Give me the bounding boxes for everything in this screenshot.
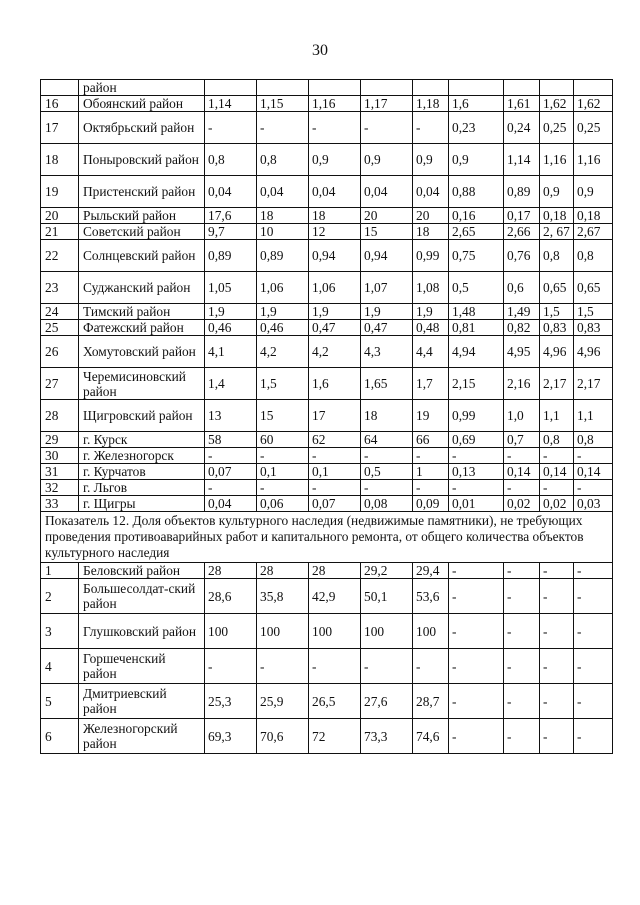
value-cell: 1,61	[504, 96, 540, 112]
value-cell: 0,8	[574, 240, 613, 272]
value-cell: 50,1	[361, 579, 413, 614]
row-number-cell: 26	[41, 336, 79, 368]
value-cell: 0,82	[504, 320, 540, 336]
value-cell: 0,01	[449, 496, 504, 512]
value-cell: 1,16	[309, 96, 361, 112]
value-cell: -	[574, 684, 613, 719]
value-cell: -	[540, 649, 574, 684]
value-cell: 53,6	[413, 579, 449, 614]
value-cell: 0,89	[504, 176, 540, 208]
value-cell: -	[540, 579, 574, 614]
value-cell: 1,1	[574, 400, 613, 432]
value-cell: 1,06	[257, 272, 309, 304]
indicator-table	[40, 79, 613, 754]
value-cell: 4,94	[449, 336, 504, 368]
table-row	[41, 579, 613, 614]
value-cell: -	[309, 448, 361, 464]
value-cell: 18	[309, 208, 361, 224]
value-cell: 0,89	[257, 240, 309, 272]
value-cell: -	[205, 448, 257, 464]
row-number-cell: 4	[41, 649, 79, 684]
value-cell: 100	[309, 614, 361, 649]
value-cell: 0,08	[361, 496, 413, 512]
row-number-cell: 6	[41, 719, 79, 754]
value-cell: -	[540, 719, 574, 754]
value-cell: 0,8	[257, 144, 309, 176]
table-row	[41, 684, 613, 719]
value-cell: 1,62	[540, 96, 574, 112]
table-row	[41, 614, 613, 649]
value-cell: 4,1	[205, 336, 257, 368]
value-cell: 4,2	[257, 336, 309, 368]
table-row	[41, 464, 613, 480]
row-number-cell: 22	[41, 240, 79, 272]
table-row	[41, 368, 613, 400]
value-cell: 0,04	[205, 496, 257, 512]
value-cell: 100	[413, 614, 449, 649]
table-row	[41, 400, 613, 432]
value-cell: -	[504, 614, 540, 649]
district-name-cell: г. Курчатов	[79, 464, 205, 480]
value-cell: 1,9	[205, 304, 257, 320]
district-name-cell: Щигровский район	[79, 400, 205, 432]
value-cell: -	[449, 448, 504, 464]
value-cell: 0,14	[504, 464, 540, 480]
table-row-continuation	[41, 80, 613, 96]
value-cell: 2,66	[504, 224, 540, 240]
row-number-cell: 1	[41, 563, 79, 579]
value-cell: 0,09	[413, 496, 449, 512]
table-row	[41, 649, 613, 684]
district-name-cell: г. Железногорск	[79, 448, 205, 464]
value-cell: 1,16	[540, 144, 574, 176]
value-cell: 2,15	[449, 368, 504, 400]
value-cell: 100	[257, 614, 309, 649]
row-number-cell: 29	[41, 432, 79, 448]
value-cell: -	[449, 563, 504, 579]
row-number-cell: 25	[41, 320, 79, 336]
value-cell: -	[449, 719, 504, 754]
value-cell: 0,9	[574, 176, 613, 208]
value-cell: -	[540, 448, 574, 464]
value-cell: 0,9	[309, 144, 361, 176]
value-cell: 29,4	[413, 563, 449, 579]
value-cell: 2,17	[540, 368, 574, 400]
row-number-cell: 17	[41, 112, 79, 144]
table-row	[41, 320, 613, 336]
value-cell: -	[504, 649, 540, 684]
table-row	[41, 176, 613, 208]
table-section-heading	[41, 512, 613, 563]
value-cell: 0,6	[504, 272, 540, 304]
table-row	[41, 272, 613, 304]
value-cell: 28	[205, 563, 257, 579]
value-cell: -	[257, 112, 309, 144]
value-cell: 1,6	[449, 96, 504, 112]
value-cell: 1,7	[413, 368, 449, 400]
value-cell: 0,16	[449, 208, 504, 224]
value-cell: -	[205, 112, 257, 144]
value-cell: 0,13	[449, 464, 504, 480]
value-cell: 1,16	[574, 144, 613, 176]
value-cell: 0,17	[504, 208, 540, 224]
value-cell: 2,67	[574, 224, 613, 240]
value-cell: 1,49	[504, 304, 540, 320]
district-name-cell: Рыльский район	[79, 208, 205, 224]
value-cell: 20	[413, 208, 449, 224]
value-cell: 0,24	[504, 112, 540, 144]
value-cell: -	[449, 579, 504, 614]
value-cell: 1,65	[361, 368, 413, 400]
value-cell: -	[361, 480, 413, 496]
value-cell: 17,6	[205, 208, 257, 224]
value-cell: 1,07	[361, 272, 413, 304]
value-cell: 0,5	[449, 272, 504, 304]
value-cell: -	[540, 684, 574, 719]
value-cell: 0,1	[257, 464, 309, 480]
value-cell: 0,02	[540, 496, 574, 512]
value-cell: -	[449, 480, 504, 496]
value-cell: 64	[361, 432, 413, 448]
value-cell: -	[504, 480, 540, 496]
district-name-cell: Пристенский район	[79, 176, 205, 208]
value-cell: -	[504, 684, 540, 719]
indicator-12-heading: Показатель 12. Доля объектов культурного наследия (недвижимые памятники), не требующих проведения противоаварийных работ и капитального ремонта, от общего количества объектов культурного наследия	[41, 512, 613, 563]
value-cell: 28,7	[413, 684, 449, 719]
value-cell: 0,04	[361, 176, 413, 208]
value-cell: 0,65	[574, 272, 613, 304]
table-row	[41, 96, 613, 112]
value-cell: 0,94	[361, 240, 413, 272]
row-number-cell: 24	[41, 304, 79, 320]
value-cell: 58	[205, 432, 257, 448]
value-cell: 0,9	[449, 144, 504, 176]
value-cell: 1,05	[205, 272, 257, 304]
value-cell: 62	[309, 432, 361, 448]
value-cell: 1	[413, 464, 449, 480]
district-name-cell: Обоянский район	[79, 96, 205, 112]
value-cell: 0,02	[504, 496, 540, 512]
value-cell: 4,2	[309, 336, 361, 368]
district-name-cell: Поныровский район	[79, 144, 205, 176]
value-cell: -	[540, 480, 574, 496]
value-cell: -	[574, 649, 613, 684]
row-number-cell: 28	[41, 400, 79, 432]
table-row	[41, 304, 613, 320]
value-cell: -	[574, 579, 613, 614]
value-cell: -	[504, 563, 540, 579]
value-cell: 0,46	[257, 320, 309, 336]
value-cell: 72	[309, 719, 361, 754]
value-cell: 1,9	[257, 304, 309, 320]
value-cell: 18	[361, 400, 413, 432]
value-cell: 42,9	[309, 579, 361, 614]
value-cell: 0,8	[574, 432, 613, 448]
value-cell: 12	[309, 224, 361, 240]
value-cell: -	[205, 480, 257, 496]
value-cell: 0,06	[257, 496, 309, 512]
district-name-cell: Советский район	[79, 224, 205, 240]
value-cell: -	[413, 480, 449, 496]
value-cell: 69,3	[205, 719, 257, 754]
value-cell: 2,17	[574, 368, 613, 400]
table-row	[41, 112, 613, 144]
value-cell: 0,89	[205, 240, 257, 272]
value-cell: -	[504, 579, 540, 614]
value-cell: 1,4	[205, 368, 257, 400]
value-cell: 10	[257, 224, 309, 240]
value-cell: 0,9	[540, 176, 574, 208]
row-number-cell: 3	[41, 614, 79, 649]
value-cell: -	[449, 684, 504, 719]
value-cell: 15	[361, 224, 413, 240]
district-name-cell: Железногорский район	[79, 719, 205, 754]
value-cell: 25,9	[257, 684, 309, 719]
row-number-cell: 27	[41, 368, 79, 400]
table-row	[41, 336, 613, 368]
value-cell: 19	[413, 400, 449, 432]
value-cell: 0,48	[413, 320, 449, 336]
district-name-cell: Солнцевский район	[79, 240, 205, 272]
value-cell: -	[205, 649, 257, 684]
value-cell: 0,5	[361, 464, 413, 480]
value-cell: 0,18	[574, 208, 613, 224]
table-row	[41, 563, 613, 579]
value-cell: 0,99	[413, 240, 449, 272]
value-cell: 1,1	[540, 400, 574, 432]
value-cell: 0,8	[205, 144, 257, 176]
value-cell: 27,6	[361, 684, 413, 719]
value-cell: -	[309, 649, 361, 684]
value-cell: 0,04	[309, 176, 361, 208]
value-cell: 0,14	[540, 464, 574, 480]
district-name-cell: Большесолдат-ский район	[79, 579, 205, 614]
value-cell: 28	[309, 563, 361, 579]
district-name-cell: г. Льгов	[79, 480, 205, 496]
district-name-cell: г. Курск	[79, 432, 205, 448]
value-cell: 0,46	[205, 320, 257, 336]
table-row	[41, 480, 613, 496]
value-cell: 0,99	[449, 400, 504, 432]
value-cell: 17	[309, 400, 361, 432]
value-cell: 28,6	[205, 579, 257, 614]
value-cell: -	[574, 614, 613, 649]
district-name-cell: район	[79, 80, 205, 96]
value-cell: 1,14	[205, 96, 257, 112]
value-cell: -	[361, 112, 413, 144]
value-cell: 0,14	[574, 464, 613, 480]
row-number-cell: 2	[41, 579, 79, 614]
value-cell: -	[449, 614, 504, 649]
value-cell: 25,3	[205, 684, 257, 719]
value-cell: 1,6	[309, 368, 361, 400]
value-cell: 0,04	[413, 176, 449, 208]
value-cell: 1,0	[504, 400, 540, 432]
table-row	[41, 240, 613, 272]
value-cell: 4,96	[574, 336, 613, 368]
value-cell: 100	[361, 614, 413, 649]
value-cell: 1,5	[540, 304, 574, 320]
value-cell: 0,83	[574, 320, 613, 336]
table-row	[41, 208, 613, 224]
value-cell: 0,03	[574, 496, 613, 512]
value-cell: 0,81	[449, 320, 504, 336]
value-cell: 0,9	[413, 144, 449, 176]
value-cell: -	[504, 448, 540, 464]
value-cell: 0,9	[361, 144, 413, 176]
value-cell: 1,48	[449, 304, 504, 320]
value-cell: -	[574, 563, 613, 579]
value-cell: 26,5	[309, 684, 361, 719]
value-cell: 9,7	[205, 224, 257, 240]
value-cell: 70,6	[257, 719, 309, 754]
value-cell: 1,62	[574, 96, 613, 112]
table-row	[41, 432, 613, 448]
row-number-cell: 31	[41, 464, 79, 480]
value-cell: -	[361, 649, 413, 684]
value-cell: 4,4	[413, 336, 449, 368]
value-cell: 0,23	[449, 112, 504, 144]
value-cell: 0,04	[257, 176, 309, 208]
value-cell: 66	[413, 432, 449, 448]
value-cell: 1,14	[504, 144, 540, 176]
value-cell: 1,9	[413, 304, 449, 320]
row-number-cell: 16	[41, 96, 79, 112]
value-cell: 20	[361, 208, 413, 224]
value-cell: 0,8	[540, 240, 574, 272]
value-cell: 2,65	[449, 224, 504, 240]
value-cell: -	[540, 614, 574, 649]
value-cell: 0,47	[361, 320, 413, 336]
table-row	[41, 224, 613, 240]
value-cell: 0,75	[449, 240, 504, 272]
row-number-cell: 21	[41, 224, 79, 240]
row-number-cell: 19	[41, 176, 79, 208]
value-cell: -	[257, 448, 309, 464]
value-cell: -	[413, 448, 449, 464]
table-row	[41, 719, 613, 754]
value-cell: 1,17	[361, 96, 413, 112]
value-cell: 1,08	[413, 272, 449, 304]
value-cell: 1,15	[257, 96, 309, 112]
value-cell: 4,96	[540, 336, 574, 368]
value-cell: -	[309, 112, 361, 144]
value-cell: -	[574, 480, 613, 496]
indicator-heading-row	[41, 512, 613, 563]
value-cell: 0,83	[540, 320, 574, 336]
value-cell: 4,95	[504, 336, 540, 368]
value-cell: 1,9	[361, 304, 413, 320]
row-number-cell: 23	[41, 272, 79, 304]
value-cell: 0,8	[540, 432, 574, 448]
value-cell: -	[257, 649, 309, 684]
value-cell: 0,76	[504, 240, 540, 272]
value-cell: 18	[257, 208, 309, 224]
table-section-a	[41, 80, 613, 512]
value-cell: 0,69	[449, 432, 504, 448]
district-name-cell: Горшеченский район	[79, 649, 205, 684]
district-name-cell: Дмитриевский район	[79, 684, 205, 719]
value-cell: -	[574, 448, 613, 464]
row-number-cell: 18	[41, 144, 79, 176]
value-cell: 0,25	[540, 112, 574, 144]
table-row	[41, 448, 613, 464]
value-cell: 4,3	[361, 336, 413, 368]
value-cell: 100	[205, 614, 257, 649]
district-name-cell: Беловский район	[79, 563, 205, 579]
value-cell: 0,07	[205, 464, 257, 480]
value-cell: 0,18	[540, 208, 574, 224]
row-number-cell: 32	[41, 480, 79, 496]
page-number: 30	[312, 42, 328, 59]
value-cell: 1,9	[309, 304, 361, 320]
value-cell: 28	[257, 563, 309, 579]
value-cell: 29,2	[361, 563, 413, 579]
district-name-cell: Черемисиновский район	[79, 368, 205, 400]
row-number-cell: 5	[41, 684, 79, 719]
value-cell: 1,18	[413, 96, 449, 112]
value-cell: -	[257, 480, 309, 496]
district-name-cell: г. Щигры	[79, 496, 205, 512]
value-cell: 0,25	[574, 112, 613, 144]
value-cell: -	[413, 649, 449, 684]
table-section-b	[41, 563, 613, 754]
district-name-cell: Суджанский район	[79, 272, 205, 304]
district-name-cell: Фатежский район	[79, 320, 205, 336]
value-cell: 74,6	[413, 719, 449, 754]
district-name-cell: Глушковский район	[79, 614, 205, 649]
value-cell: 1,5	[257, 368, 309, 400]
district-name-cell: Хомутовский район	[79, 336, 205, 368]
value-cell: 2, 67	[540, 224, 574, 240]
value-cell: 0,1	[309, 464, 361, 480]
table-row	[41, 496, 613, 512]
value-cell: 1,5	[574, 304, 613, 320]
table-row	[41, 144, 613, 176]
value-cell: 35,8	[257, 579, 309, 614]
value-cell: 2,16	[504, 368, 540, 400]
value-cell: 0,88	[449, 176, 504, 208]
value-cell: 0,65	[540, 272, 574, 304]
value-cell: 0,94	[309, 240, 361, 272]
value-cell: 1,06	[309, 272, 361, 304]
value-cell: 0,04	[205, 176, 257, 208]
value-cell: 13	[205, 400, 257, 432]
row-number-cell: 20	[41, 208, 79, 224]
row-number-cell: 30	[41, 448, 79, 464]
value-cell: 0,7	[504, 432, 540, 448]
district-name-cell: Тимский район	[79, 304, 205, 320]
row-number-cell	[41, 80, 79, 96]
value-cell: 0,07	[309, 496, 361, 512]
district-name-cell: Октябрьский район	[79, 112, 205, 144]
value-cell: -	[449, 649, 504, 684]
value-cell: 15	[257, 400, 309, 432]
value-cell: -	[413, 112, 449, 144]
value-cell: -	[504, 719, 540, 754]
value-cell: 0,47	[309, 320, 361, 336]
value-cell: -	[574, 719, 613, 754]
value-cell: -	[540, 563, 574, 579]
value-cell: 18	[413, 224, 449, 240]
value-cell: -	[361, 448, 413, 464]
value-cell: -	[309, 480, 361, 496]
value-cell: 60	[257, 432, 309, 448]
value-cell: 73,3	[361, 719, 413, 754]
row-number-cell: 33	[41, 496, 79, 512]
